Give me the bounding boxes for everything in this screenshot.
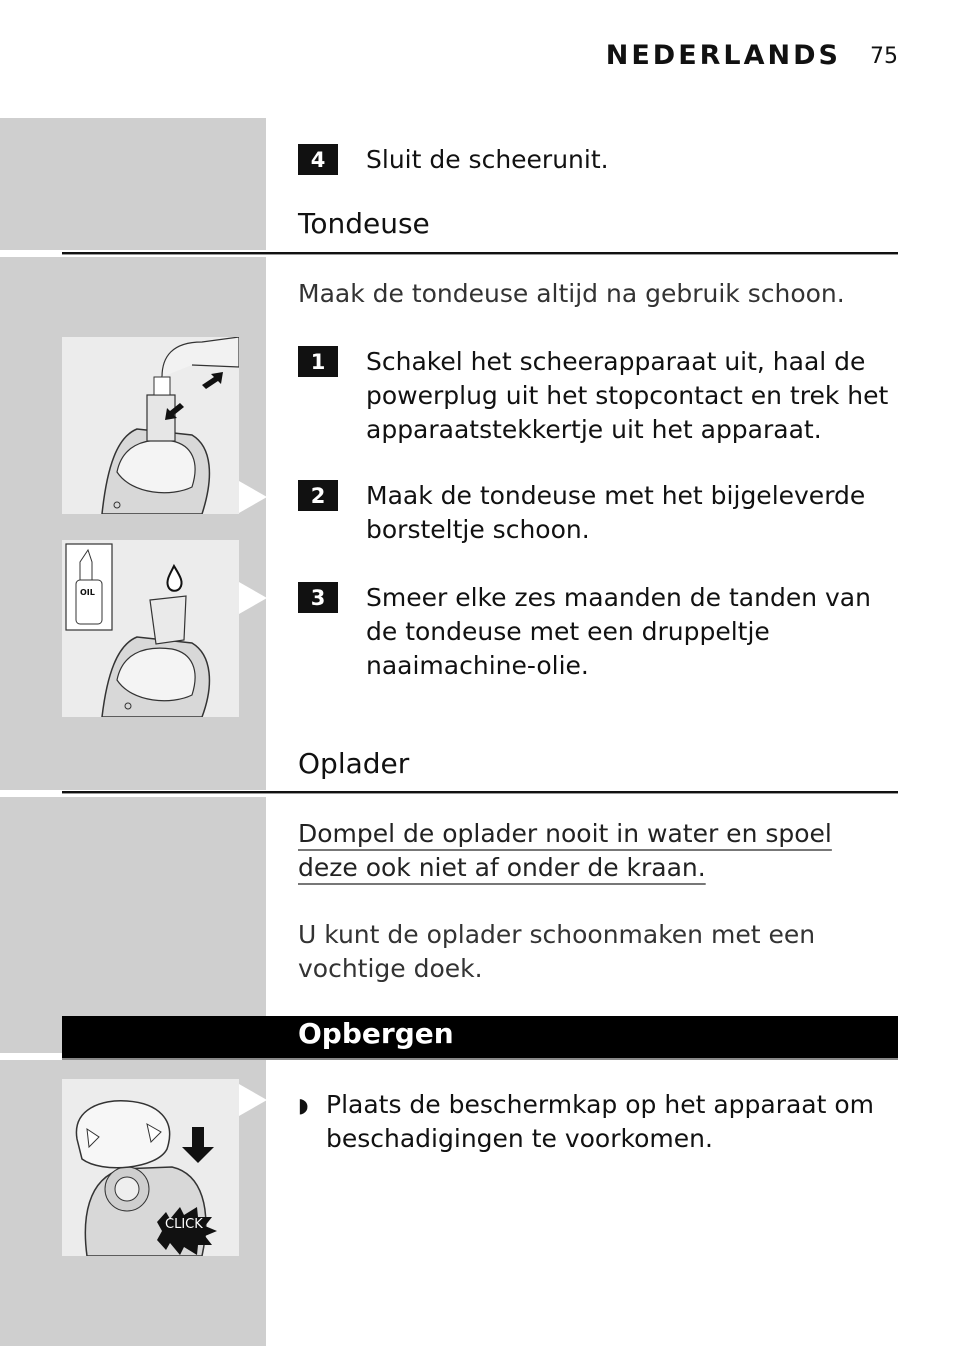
tondeuse-step-3 (298, 581, 896, 683)
step-number-badge: 3 (298, 582, 338, 613)
shaver-oil-drawing (62, 540, 239, 717)
illustration-brush-cleaning (62, 337, 239, 514)
step-text: Schakel het scheerapparaat uit, haal de powerplug uit het stopcontact en trek het apparaatstekkertje uit het apparaat. (366, 347, 889, 444)
step-number-badge: 2 (298, 480, 338, 511)
step-4 (298, 143, 896, 177)
warning-text: Dompel de oplader nooit in water en spoel deze ook niet af onder de kraan. (298, 819, 832, 882)
section-bar-opbergen (62, 1016, 898, 1060)
illustration-protection-cap (62, 1079, 239, 1256)
shaver-cap-drawing (62, 1079, 239, 1256)
click-label: CLICK (165, 1217, 203, 1232)
illustration-pointer (239, 1084, 267, 1116)
heading-rule (62, 791, 898, 794)
tondeuse-step-2 (298, 479, 896, 547)
bullet-text: Plaats de beschermkap op het apparaat om beschadigingen te voorkomen. (326, 1090, 875, 1153)
oil-bottle-label: OIL (80, 588, 95, 597)
step-text: Sluit de scheerunit. (366, 145, 609, 174)
bullet-marker-icon: ◗ (298, 1093, 309, 1117)
step-number-badge: 4 (298, 144, 338, 175)
tondeuse-step-1 (298, 345, 896, 447)
heading-tondeuse: Tondeuse (298, 207, 430, 240)
shaver-brush-drawing (62, 337, 239, 514)
illustration-pointer (239, 481, 267, 513)
illustration-pointer (239, 582, 267, 614)
tondeuse-intro: Maak de tondeuse altijd na gebruik schoon. (298, 279, 845, 308)
oplader-text: U kunt de oplader schoonmaken met een vochtige doek. (298, 920, 816, 983)
step-text: Maak de tondeuse met het bijgeleverde borsteltje schoon. (366, 481, 866, 544)
opbergen-bullet (298, 1088, 886, 1156)
step-text: Smeer elke zes maanden de tanden van de tondeuse met een druppeltje naaimachine-olie. (366, 583, 871, 680)
illustration-oiling (62, 540, 239, 717)
heading-rule (62, 252, 898, 255)
step-number-badge: 1 (298, 346, 338, 377)
page-number: 75 (870, 44, 898, 69)
heading-opbergen: Opbergen (298, 1017, 454, 1050)
heading-oplader: Oplader (298, 747, 410, 780)
oplader-warning (298, 817, 898, 885)
section-language-title: NEDERLANDS (605, 40, 841, 71)
